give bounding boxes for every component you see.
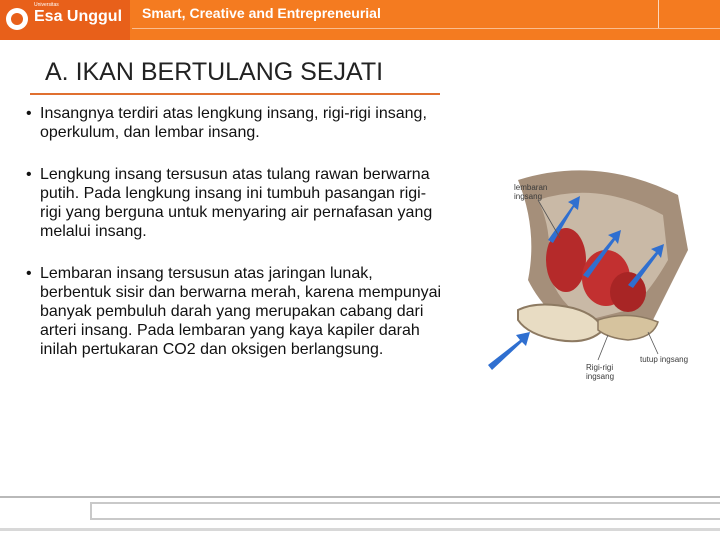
bullet-text: Lengkung insang tersusun atas tulang rawan berwarna putih. Pada lengkung insang ini tumbuh pasangan rigi-rigi yang berguna untuk menyaring air pernafasan yang melalui insang. [40, 166, 433, 240]
bullet-icon: • [26, 166, 32, 183]
logo-text: Esa Unggul [34, 8, 123, 25]
label-pointer [598, 335, 608, 360]
bullet-list [22, 104, 442, 382]
header-divider [132, 28, 720, 29]
bullet-text: Insangnya terdiri atas lengkung insang, rigi-rigi insang, operkulum, dan lembar insang. [40, 105, 427, 141]
label-rigi-line1: Rigi-rigi [586, 363, 614, 372]
title-underline [30, 93, 440, 95]
bullet-item [22, 104, 442, 142]
label-rigi-line2: ingsang [586, 372, 615, 381]
bullet-text: Lembaran insang tersusun atas jaringan lunak, berbentuk sisir dan berwarna merah, karena mempunyai banyak pembuluh darah yang merupakan cabang dari arteri insang. Pada lembaran yang kaya kapiler darah inilah pertukaran CO2 dan oksigen berlangsung. [40, 265, 442, 358]
bullet-item [22, 264, 442, 359]
header-bar [0, 0, 720, 40]
logo-emblem-icon [6, 8, 28, 30]
header-divider [658, 0, 659, 28]
bullet-icon: • [26, 265, 32, 282]
operculum-shape [598, 315, 658, 340]
slide-title: A. IKAN BERTULANG SEJATI [45, 58, 384, 86]
logo [0, 0, 130, 40]
footer-frame [90, 502, 720, 520]
footer-decoration [0, 496, 720, 540]
label-pointer [648, 332, 658, 354]
logo-subtitle: Universitas [34, 2, 59, 8]
gill-diagram [478, 160, 710, 385]
label-tutup: tutup ingsang [640, 355, 689, 364]
tagline: Smart, Creative and Entrepreneurial [142, 5, 381, 21]
footer-line [0, 528, 720, 531]
label-lembaran-line1: lembaran [514, 183, 548, 192]
water-flow-arrow-icon [488, 332, 530, 370]
bullet-icon: • [26, 105, 32, 122]
gill-filament [610, 272, 646, 312]
bullet-item [22, 165, 442, 241]
footer-line [0, 496, 720, 498]
label-lembaran-line2: ingsang [514, 192, 543, 201]
label-rigi [586, 363, 615, 381]
